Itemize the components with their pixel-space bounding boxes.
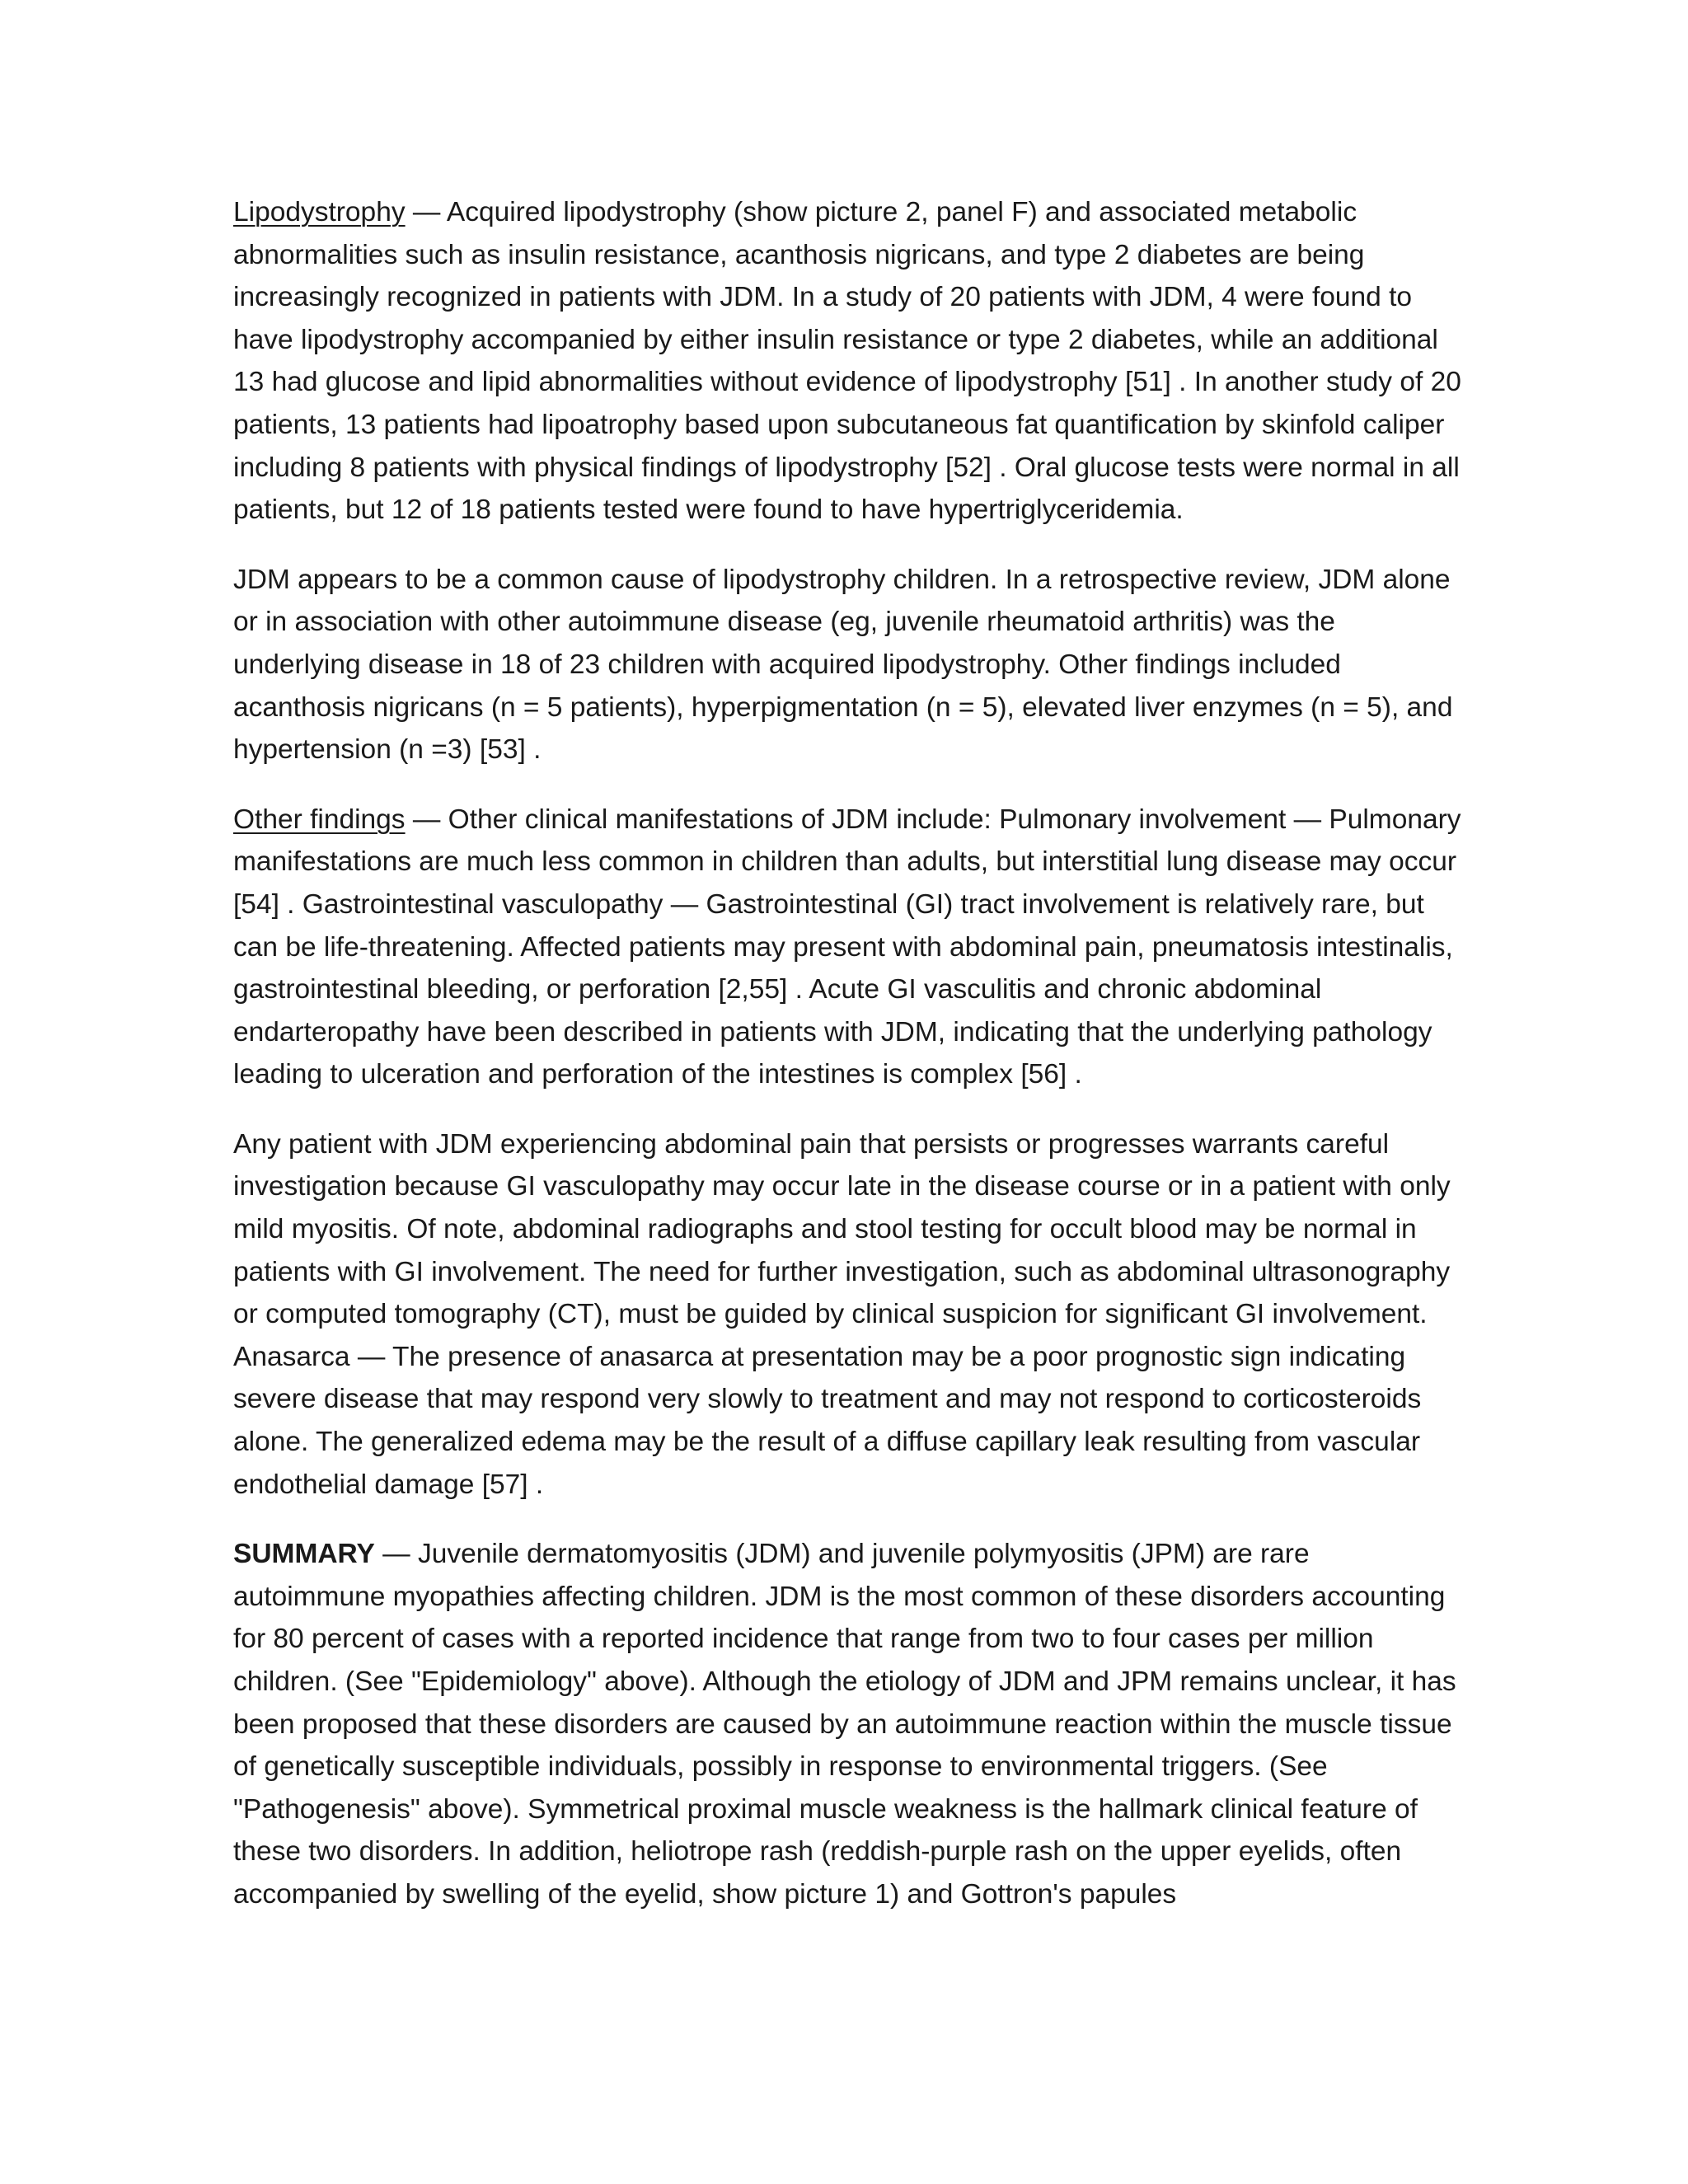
paragraph-other-findings bbox=[233, 799, 1461, 1096]
paragraph-text: — Juvenile dermatomyositis (JDM) and juvenile polymyositis (JPM) are rare autoimmune myopathies affecting children. JDM is the most common of these disorders accounting for 80 percent of cases with a reported incidence that range from two to four cases per million children. (See "Epidemiology" above). Although the etiology of JDM and JPM remains unclear, it has been proposed that these disorders are caused by an autoimmune reaction within the muscle tissue of genetically susceptible individuals, possibly in response to environmental triggers. (See "Pathogenesis" above). Symmetrical proximal muscle weakness is the hallmark clinical feature of these two disorders. In addition, heliotrope rash (reddish-purple rash on the upper eyelids, often accompanied by swelling of the eyelid, show picture 1) and Gottron's papules bbox=[233, 1539, 1456, 1910]
paragraph-summary bbox=[233, 1533, 1461, 1915]
paragraph-text: Any patient with JDM experiencing abdominal pain that persists or progresses warrants careful investigation because GI vasculopathy may occur late in the disease course or in a patient with only mild myositis. Of note, abdominal radiographs and stool testing for occult blood may be normal in patients with GI involvement. The need for further investigation, such as abdominal ultrasonography or computed tomography (CT), must be guided by clinical suspicion for significant GI involvement. Anasarca — The presence of anasarca at presentation may be a poor prognostic sign indicating severe disease that may respond very slowly to treatment and may not respond to corticosteroids alone. The generalized edema may be the result of a diffuse capillary leak resulting from vascular endothelial damage [57] . bbox=[233, 1128, 1451, 1500]
section-heading-summary: SUMMARY bbox=[233, 1539, 375, 1570]
section-heading-lipodystrophy: Lipodystrophy bbox=[233, 197, 406, 227]
paragraph-text: JDM appears to be a common cause of lipodystrophy children. In a retrospective review, JDM alone or in association with other autoimmune disease (eg, juvenile rheumatoid arthritis) was the underlying disease in 18 of 23 children with acquired lipodystrophy. Other findings included acanthosis nigricans (n = 5 patients), hyperpigmentation (n = 5), elevated liver enzymes (n = 5), and hypertension (n =3) [53] . bbox=[233, 564, 1453, 766]
document-page bbox=[233, 191, 1461, 1943]
paragraph-text: — Acquired lipodystrophy (show picture 2, panel F) and associated metabolic abnormalities such as insulin resistance, acanthosis nigricans, and type 2 diabetes are being increasingly recognized in patients with JDM. In a study of 20 patients with JDM, 4 were found to have lipodystrophy accompanied by either insulin resistance or type 2 diabetes, while an additional 13 had glucose and lipid abnormalities without evidence of lipodystrophy [51] . In another study of 20 patients, 13 patients had lipoatrophy based upon subcutaneous fat quantification by skinfold caliper including 8 patients with physical findings of lipodystrophy [52] . Oral glucose tests were normal in all patients, but 12 of 18 patients tested were found to have hypertriglyceridemia. bbox=[233, 197, 1461, 526]
paragraph-text: — Other clinical manifestations of JDM include: Pulmonary involvement — Pulmonary manifestations are much less common in children than adults, but interstitial lung disease may occur [54] . Gastrointestinal vasculopathy — Gastrointestinal (GI) tract involvement is relatively rare, but can be life-threatening. Affected patients may present with abdominal pain, pneumatosis intestinalis, gastrointestinal bleeding, or perforation [2,55] . Acute GI vasculitis and chronic abdominal endarteropathy have been described in patients with JDM, indicating that the underlying pathology leading to ulceration and perforation of the intestines is complex [56] . bbox=[233, 804, 1461, 1090]
paragraph-lipodystrophy bbox=[233, 191, 1461, 532]
section-heading-other-findings: Other findings bbox=[233, 804, 406, 835]
paragraph-abdominal-pain bbox=[233, 1123, 1461, 1506]
paragraph-jdm-lipodystrophy-cause bbox=[233, 559, 1461, 771]
